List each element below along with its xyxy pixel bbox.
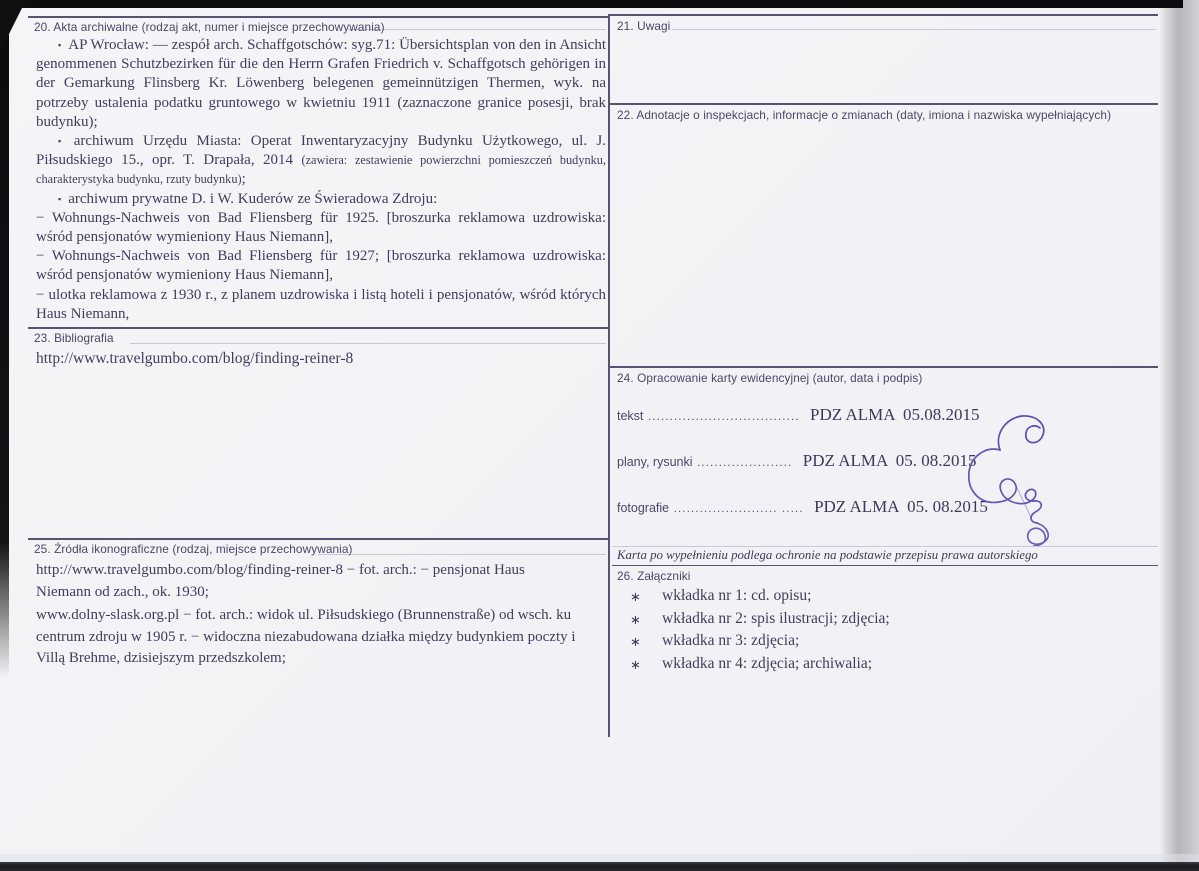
section22-title: 22. Adnotacje o inspekcjach, informacje o zmianach (daty, imiona i nazwiska wypełniających) — [617, 108, 1112, 122]
rule-right-sec22-top — [608, 103, 1158, 105]
archival-entry-urzad-miasta: ▪ archiwum Urzędu Miasta: Operat Inwentaryzacyjny Budynku Użytkowego, ul. J. Piłsudskiego 15., opr. T. Drapała, 2014 (zawiera: zestawienie powierzchni pomieszczeń budynku, charakterystyka budynku, rzuty budynku); — [36, 133, 606, 188]
scan-edge-left — [0, 0, 9, 678]
attachment-text: wkładka nr 2: spis ilustracji; zdjęcia; — [662, 609, 890, 627]
section24-title: 24. Opracowanie karty ewidencyjnej (autor, data i podpis) — [617, 371, 923, 385]
scan-edge-right — [1160, 0, 1199, 871]
rule-right-top — [608, 14, 1158, 16]
archival-item-1927: − Wohnungs-Nachweis von Bad Fliensberg für 1927; [broszurka reklamowa uzdrowiska: wśród pensjonatów wymieniony Haus Niemann], — [36, 248, 606, 284]
square-bullet-icon: ▪ — [58, 136, 67, 147]
rule-dotted-after-sec25-header — [318, 554, 606, 555]
credit-row-photos — [617, 497, 988, 517]
credit-label: fotografie — [617, 501, 670, 515]
dotted-leader: ................................... — [647, 409, 800, 423]
section21-title: 21. Uwagi — [617, 19, 671, 33]
attachment-item — [630, 653, 890, 676]
section20-title: 20. Akta archiwalne (rodzaj akt, numer i miejsce przechowywania) — [34, 20, 385, 34]
section20-content — [36, 36, 606, 324]
archival-entry-parenthetical: (zawiera: zestawienie powierzchni pomieszczeń budynku, charakterystyka budynku, rzuty budynku) — [36, 153, 606, 187]
rule-left-sec25-top — [28, 538, 608, 540]
attachment-item — [630, 608, 890, 631]
bibliography-url: http://www.travelgumbo.com/blog/finding-reiner-8 — [36, 350, 354, 367]
scan-edge-bottom-highlight — [0, 854, 1199, 862]
asterisk-bullet-icon: ∗ — [630, 634, 641, 649]
attachment-text: wkładka nr 4: zdjęcia; archiwalia; — [662, 654, 873, 672]
asterisk-bullet-icon: ∗ — [630, 589, 641, 604]
rule-left-top — [28, 16, 608, 18]
archival-entry-private-archive: ▪ archiwum prywatne D. i W. Kuderów ze Świeradowa Zdroju: — [58, 190, 438, 207]
iconographic-source-2: www.dolny-slask.org.pl − fot. arch.: widok ul. Piłsudskiego (Brunnenstraße) od wsch. ku centrum zdroju w 1905 r. − widoczna niezabudowana działka między budynkiem poczty i Villą Brehme, dzisiejszym przedszkolem; — [36, 607, 576, 666]
rule-dotted-after-sec20-header — [348, 29, 606, 30]
credit-value: PDZ ALMA 05.08.2015 — [810, 405, 980, 424]
handwritten-signature — [948, 406, 1058, 546]
copyright-note: Karta po wypełnieniu podlega ochronie na podstawie przepisu prawa autorskiego — [617, 548, 1038, 562]
archival-entry-ap-wroclaw: ▪ AP Wrocław: — zespół arch. Schaffgotschów: syg.71: Übersichtsplan von den in Ansicht genommenen Schutzbezirken für die den Herrn Grafen Friedrich v. Schaffgotsch gehörigen in der Gemarkung Flinsberg Kr. Löwenberg belegenen gemeinnützigen Thermen, wyk. na potrzeby ustalenia podatku gruntowego w kwietniu 1911 (zaznaczone granice posesji, brak budynku); — [36, 37, 606, 130]
rule-dotted-after-sec21-header — [672, 29, 1156, 30]
credit-value: PDZ ALMA 05. 08.2015 — [814, 497, 988, 516]
dotted-leader: ........................ ..... — [673, 501, 804, 515]
rule-dotted-after-sec23-header — [130, 343, 606, 344]
asterisk-bullet-icon: ∗ — [630, 611, 641, 627]
credit-row-text — [617, 405, 980, 425]
credit-label: tekst — [617, 409, 644, 423]
rule-right-sec24-top — [608, 366, 1158, 368]
scan-edge-top-left-corner — [0, 0, 26, 52]
attachments-list — [630, 585, 890, 675]
rule-under-copyright-note — [612, 565, 1158, 566]
rule-right-sec24-bottom-faint — [612, 546, 1158, 547]
asterisk-bullet-icon: ∗ — [630, 656, 641, 672]
archival-item-1930: − ulotka reklamowa z 1930 r., z planem uzdrowiska i listą hoteli i pensjonatów, wśród których Haus Niemann, — [36, 286, 606, 322]
square-bullet-icon: ▪ — [58, 193, 62, 204]
attachment-text: wkładka nr 3: zdjęcia; — [662, 632, 800, 649]
credit-row-plans — [617, 451, 977, 471]
rule-column-divider — [608, 14, 610, 737]
section23-title: 23. Bibliografia — [34, 331, 114, 345]
credit-label: plany, rysunki — [617, 455, 693, 469]
square-bullet-icon: ▪ — [58, 40, 62, 50]
credit-value: PDZ ALMA 05. 08.2015 — [802, 451, 977, 470]
scan-edge-bottom — [0, 862, 1199, 871]
attachment-item — [630, 585, 890, 608]
rule-left-sec23-top — [28, 327, 608, 329]
archival-item-1925: − Wohnungs-Nachweis von Bad Fliensberg für 1925. [broszurka reklamowa uzdrowiska: wśród pensjonatów wymieniony Haus Niemann], — [36, 209, 606, 246]
dotted-leader: ...................... — [696, 455, 793, 469]
section26-title: 26. Załączniki — [617, 569, 691, 583]
section25-title: 25. Źródła ikonograficzne (rodzaj, miejsce przechowywania) — [34, 542, 353, 556]
attachment-text: wkładka nr 1: cd. opisu; — [662, 587, 812, 604]
attachment-item — [630, 630, 890, 653]
iconographic-source-1: http://www.travelgumbo.com/blog/finding-reiner-8 − fot. arch.: − pensjonat Haus Niemann od zach., ok. 1930; — [36, 562, 525, 600]
scan-edge-top — [0, 0, 1183, 8]
